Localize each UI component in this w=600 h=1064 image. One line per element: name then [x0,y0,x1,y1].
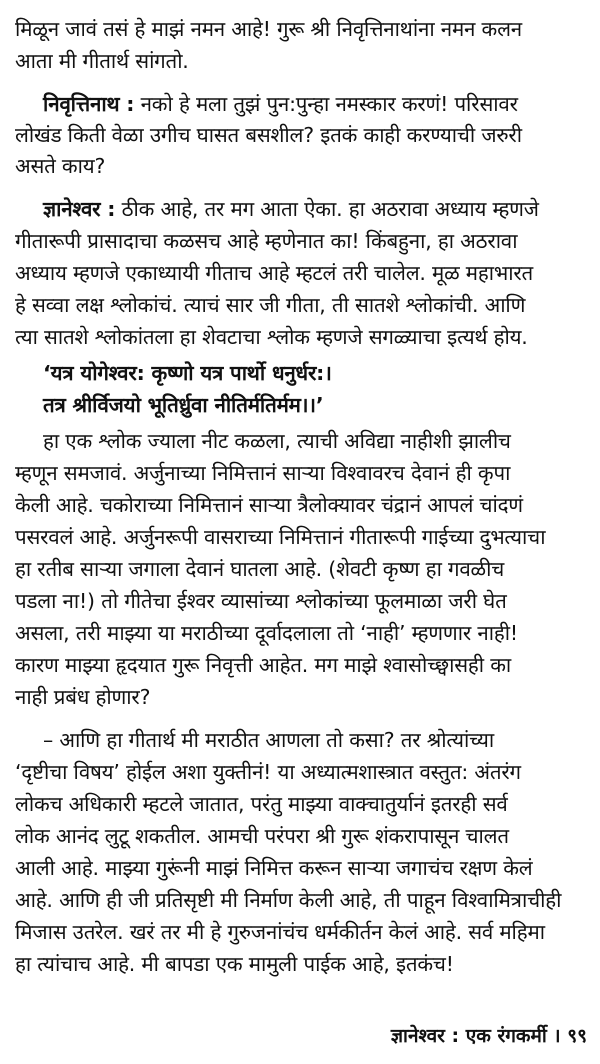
text-line: असते काय? [15,154,106,178]
text-line: हा एक श्लोक ज्याला नीट कळला, त्याची अविद्या नाहीशी झालीच [43,429,511,453]
shloka-line: तत्र श्रीर्विजयो भूतिर्ध्रुवा नीतिर्मतिर्मम।।’ [43,393,324,417]
text-line: पडला ना!) तो गीतेचा ईश्वर व्यासांच्या श्लोकांच्या फूलमाळा जरी घेत [15,589,507,613]
text-line: लोक आनंद लुटू शकतील. आमची परंपरा श्री गुरू शंकरापासून चालत [15,824,509,848]
text-line: मिळून जावं तसं हे माझं नमन आहे! गुरू श्री निवृत्तिनाथांना नमन कलन [15,17,522,41]
text-line: आता मी गीतार्थ सांगतो. [15,49,189,73]
speaker-name: निवृत्तिनाथ : [43,92,135,116]
text-line: लोखंड किती वेळा उगीच घासत बसशील? इतकं काही करण्याची जरुरी [15,123,522,147]
text-line: हा रतीब साऱ्या जगाला देवानं घातला आहे. (शेवटी कृष्ण हा गवळीच [15,557,505,581]
text-line: हे सव्वा लक्ष श्लोकांचं. त्याचं सार जी गीता, ती सातशे श्लोकांची. आणि [15,293,526,317]
text-line: नाही प्रबंध होणार? [15,685,151,709]
dialogue-text: ठीक आहे, तर मग आता ऐका. हा अठरावा अध्याय म्हणजे [115,197,539,221]
dialogue-line [43,194,539,224]
text-line: आहे. आणि ही जी प्रतिसृष्टी मी निर्माण केली आहे, ती पाहून विश्वामित्राचीही [15,888,562,912]
text-line: कारण माझ्या हृदयात गुरू निवृत्ती आहेत. मग माझे श्वासोच्छ्वासही का [15,653,512,677]
dialogue-line [43,89,518,119]
speaker-name: ज्ञानेश्वर : [43,197,116,221]
book-page [15,14,587,1054]
text-line: गीतारूपी प्रासादाचा कळसच आहे म्हणेनात का! किंबहुना, हा अठरावा [15,229,518,253]
text-line: ‘दृष्टीचा विषय’ होईल अशा युक्तीनं! या अध्यात्मशास्त्रात वस्तुत: अंतरंग [15,760,521,784]
text-line: अध्याय म्हणजे एकाध्यायी गीताच आहे म्हटलं तरी चालेल. मूळ महाभारत [15,261,534,285]
text-line: केली आहे. चकोराच्या निमित्तानं साऱ्या त्रैलोक्यावर चंद्रानं आपलं चांदणं [15,493,523,517]
text-line: असला, तरी माझ्या या मराठीच्या दूर्वादलाला तो ‘नाही’ म्हणणार नाही! [15,621,518,645]
text-line: आली आहे. माझ्या गुरूंनी माझं निमित्त करून साऱ्या जगाचंच रक्षण केलं [15,856,533,880]
text-line: लोकच अधिकारी म्हटले जातात, परंतु माझ्या वाक्चातुर्यानं इतरही सर्व [15,792,508,816]
running-footer: ज्ञानेश्वर : एक रंगकर्मी । ९९ [390,1025,587,1047]
text-line: पसरवलं आहे. अर्जुनरूपी वासराच्या निमित्तानं गीतारूपी गाईच्या दुभत्याचा [15,525,546,549]
text-line: मिजास उतरेल. खरं तर मी हे गुरुजनांचंच धर्मकीर्तन केलं आहे. सर्व महिमा [15,920,545,944]
text-line: – आणि हा गीतार्थ मी मराठीत आणला तो कसा? तर श्रोत्यांच्या [43,728,494,752]
text-line: त्या सातशे श्लोकांतला हा शेवटाचा श्लोक म्हणजे सगळ्याचा इत्यर्थ होय. [15,325,528,349]
shloka-line: ‘यत्र योगेश्वर: कृष्णो यत्र पार्थो धनुर्धर:। [43,361,332,385]
text-line: हा त्यांचाच आहे. मी बापडा एक मामुली पाईक आहे, इतकंच! [15,952,454,976]
text-line: म्हणून समजावं. अर्जुनाच्या निमित्तानं साऱ्या विश्वावरच देवानं ही कृपा [15,461,511,485]
dialogue-text: नको हे मला तुझं पुन:पुन्हा नमस्कार करणं! परिसावर [134,92,518,116]
